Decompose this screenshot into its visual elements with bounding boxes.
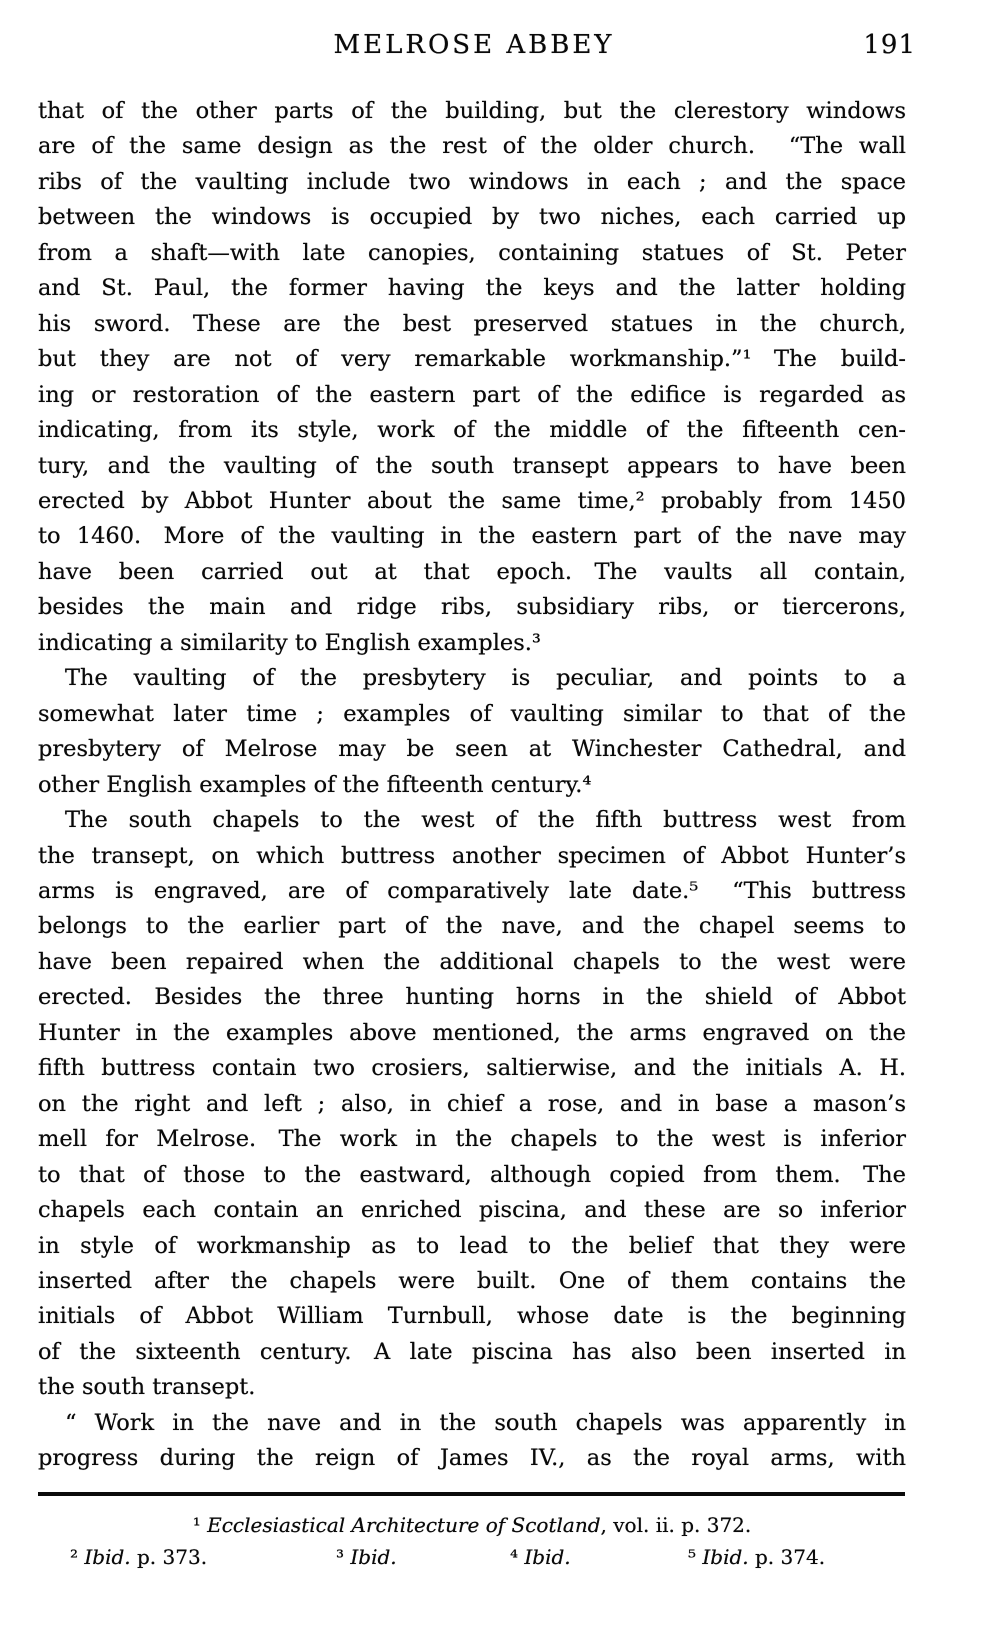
body-line: erected. Besides the three hunting horns in the shield of Abbot xyxy=(38,984,906,1011)
body-line: mell for Melrose. The work in the chapels to the west is inferior xyxy=(38,1126,906,1153)
body-line: somewhat later time ; examples of vaulting similar to that of the xyxy=(38,700,906,727)
body-line: chapels each contain an enriched piscina, and these are so inferior xyxy=(38,1197,906,1224)
body-line: Hunter in the examples above mentioned, the arms engraved on the xyxy=(38,1019,906,1046)
body-line: the transept, on which buttress another specimen of Abbot Hunter’s xyxy=(38,842,906,869)
footnote-segment: p. 374. xyxy=(748,1545,826,1569)
footnote-segment: Ibid. xyxy=(702,1545,749,1569)
footnote-1 xyxy=(38,1510,906,1540)
body-line: besides the main and ridge ribs, subsidiary ribs, or tiercerons, xyxy=(38,594,906,621)
footnote-2 xyxy=(70,1542,207,1572)
footnote-segment: ³ xyxy=(336,1545,351,1569)
body-text-block xyxy=(38,94,906,1477)
footnote-segment: ¹ xyxy=(192,1513,208,1537)
body-line: indicating, from its style, work of the middle of the fifteenth cen- xyxy=(38,417,906,444)
footnote-segment: , vol. ii. p. 372. xyxy=(600,1513,752,1537)
body-line: other English examples of the fifteenth century.⁴ xyxy=(38,771,592,798)
body-line: of the sixteenth century. A late piscina has also been inserted in xyxy=(38,1338,906,1365)
running-head xyxy=(0,30,1000,64)
footnote-5 xyxy=(688,1542,825,1572)
footnote-segment: Ecclesiastical Architecture of Scotland xyxy=(207,1513,601,1537)
body-line: to 1460. More of the vaulting in the eastern part of the nave may xyxy=(38,523,906,550)
body-line: The vaulting of the presbytery is peculiar, and points to a xyxy=(65,665,906,692)
body-line: indicating a similarity to English examples.³ xyxy=(38,629,541,656)
body-line: ribs of the vaulting include two windows in each ; and the space xyxy=(38,168,906,195)
body-line: the south transept. xyxy=(38,1374,256,1401)
body-line: are of the same design as the rest of the older church. “The wall xyxy=(38,133,906,160)
body-line: but they are not of very remarkable workmanship.”¹ The build- xyxy=(38,346,906,373)
footnote-3 xyxy=(336,1542,397,1572)
page-header-title: MELROSE ABBEY xyxy=(333,30,615,60)
body-line: presbytery of Melrose may be seen at Winchester Cathedral, and xyxy=(38,736,906,763)
footnote-segment: ² xyxy=(70,1545,85,1569)
body-line: that of the other parts of the building, but the clerestory windows xyxy=(38,98,906,124)
body-line: in style of workmanship as to lead to the belief that they were xyxy=(38,1232,906,1259)
body-line: progress during the reign of James IV., as the royal arms, with xyxy=(38,1445,906,1472)
body-line: “ Work in the nave and in the south chapels was apparently in xyxy=(65,1409,906,1436)
body-line: belongs to the earlier part of the nave, and the chapel seems to xyxy=(38,913,906,940)
footnote-4 xyxy=(510,1542,571,1572)
page-number: 191 xyxy=(863,30,916,60)
footnote-segment: p. 373. xyxy=(130,1545,208,1569)
footnote-segment: Ibid. xyxy=(350,1545,397,1569)
body-line: from a shaft—with late canopies, containing statues of St. Peter xyxy=(38,239,906,266)
footnote-segment: ⁴ xyxy=(510,1545,525,1569)
body-line: and St. Paul, the former having the keys and the latter holding xyxy=(38,275,906,302)
body-line: ing or restoration of the eastern part of the edifice is regarded as xyxy=(38,381,906,408)
footnote-row xyxy=(38,1542,906,1572)
body-line: The south chapels to the west of the fifth buttress west from xyxy=(65,807,906,834)
body-line: to that of those to the eastward, although copied from them. The xyxy=(38,1161,906,1188)
body-line: inserted after the chapels were built. One of them contains the xyxy=(38,1267,906,1294)
footnotes-block xyxy=(38,1510,906,1572)
body-line: have been carried out at that epoch. The vaults all contain, xyxy=(38,558,906,585)
body-line: erected by Abbot Hunter about the same time,² probably from 1450 xyxy=(38,487,906,514)
body-line: his sword. These are the best preserved statues in the church, xyxy=(38,310,906,337)
footnote-divider xyxy=(38,1492,905,1496)
body-line: arms is engraved, are of comparatively late date.⁵ “This buttress xyxy=(38,877,906,904)
footnote-segment: Ibid. xyxy=(84,1545,131,1569)
footnote-segment: ⁵ xyxy=(688,1545,703,1569)
footnote-segment: Ibid. xyxy=(524,1545,571,1569)
body-line: have been repaired when the additional chapels to the west were xyxy=(38,948,906,975)
body-line: on the right and left ; also, in chief a rose, and in base a mason’s xyxy=(38,1090,906,1117)
body-line: between the windows is occupied by two niches, each carried up xyxy=(38,204,906,231)
body-line: initials of Abbot William Turnbull, whose date is the beginning xyxy=(38,1303,906,1330)
body-line: tury, and the vaulting of the south transept appears to have been xyxy=(38,452,906,479)
body-line: fifth buttress contain two crosiers, saltierwise, and the initials A. H. xyxy=(38,1055,906,1082)
